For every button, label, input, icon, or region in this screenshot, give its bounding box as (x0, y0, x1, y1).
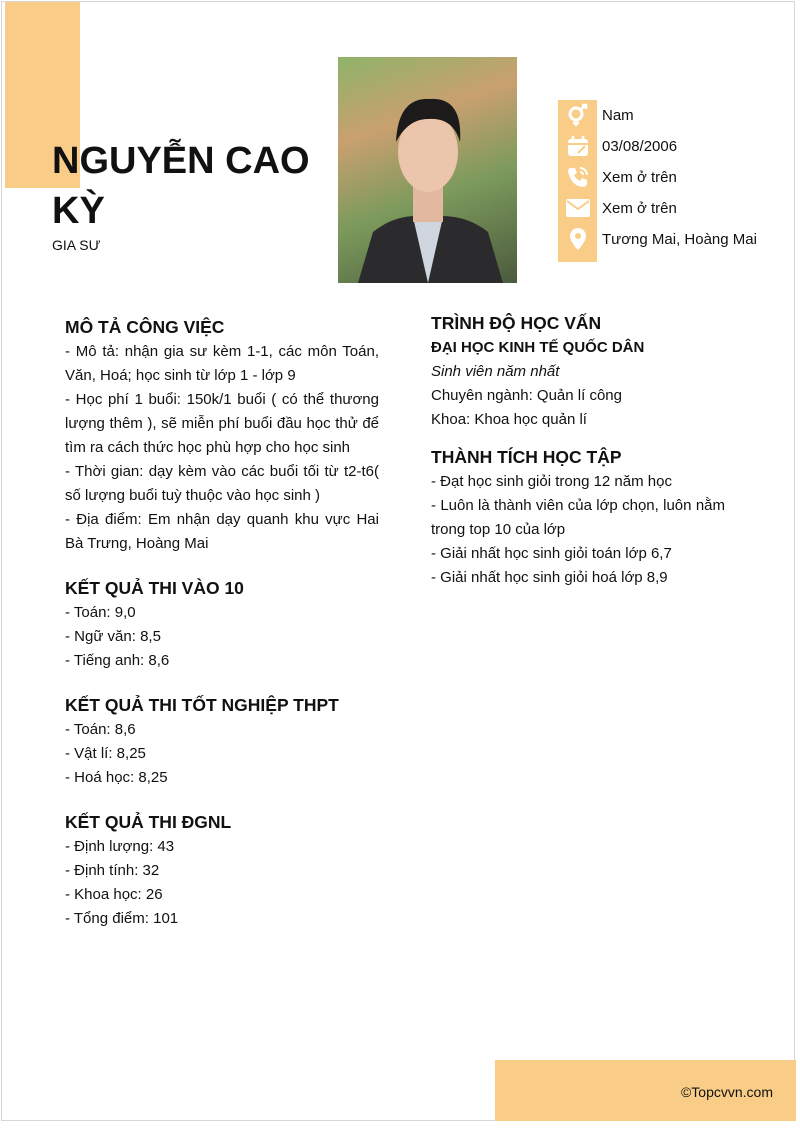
profile-photo (338, 57, 517, 283)
text-line: - Tổng điểm: 101 (65, 910, 179, 927)
text-line: - Luôn là thành viên của lớp chọn, luôn nằm trong top 10 của lớp (431, 497, 725, 538)
text-line: - Giải nhất học sinh giỏi hoá lớp 8,9 (431, 569, 668, 586)
footer-block (495, 1060, 796, 1121)
section-job-description (65, 314, 379, 556)
text-line: - Hoá học: 8,25 (65, 769, 168, 786)
mail-icon (558, 197, 597, 219)
calendar-icon (558, 134, 597, 158)
text-line: - Địa điểm: Em nhận dạy quanh khu vực Hai Bà Trưng, Hoàng Mai (65, 511, 379, 552)
text-line: - Mô tả: nhận gia sư kèm 1-1, các môn Toán, Văn, Hoá; học sinh từ lớp 1 - lớp 9 (65, 343, 379, 384)
gender-icon (558, 103, 597, 127)
text-line: - Toán: 9,0 (65, 604, 136, 621)
candidate-role: GIA SƯ (52, 237, 101, 253)
study-status: Sinh viên năm nhất (431, 363, 560, 380)
contact-gender: Nam (558, 101, 634, 129)
section-title: KẾT QUẢ THI ĐGNL (65, 812, 232, 832)
major: Chuyên ngành: Quản lí công (431, 387, 622, 404)
right-column (431, 310, 725, 609)
section-title: KẾT QUẢ THI VÀO 10 (65, 578, 244, 598)
text-line: - Định tính: 32 (65, 862, 160, 879)
section-exam-dgnl (65, 809, 379, 931)
contact-birthday: 03/08/2006 (558, 132, 677, 160)
phone-icon (558, 165, 597, 189)
section-title: MÔ TẢ CÔNG VIỆC (65, 317, 225, 337)
text-line: - Đạt học sinh giỏi trong 12 năm học (431, 473, 672, 490)
text-line: - Ngữ văn: 8,5 (65, 628, 161, 645)
section-exam-10 (65, 575, 379, 673)
section-achievements (431, 444, 725, 590)
text-line: - Toán: 8,6 (65, 721, 136, 738)
section-title: THÀNH TÍCH HỌC TẬP (431, 447, 622, 467)
faculty: Khoa: Khoa học quản lí (431, 411, 587, 428)
text-line: - Thời gian: dạy kèm vào các buổi tối từ t2-t6( số lượng buổi tuỳ thuộc vào học sinh ) (65, 463, 379, 504)
school-name: ĐẠI HỌC KINH TẾ QUỐC DÂN (431, 339, 645, 356)
left-column (65, 314, 379, 950)
text-line: - Giải nhất học sinh giỏi toán lớp 6,7 (431, 545, 672, 562)
section-exam-thpt (65, 692, 379, 790)
text-line: - Vật lí: 8,25 (65, 745, 146, 762)
section-education (431, 310, 725, 432)
contact-address: Tương Mai, Hoàng Mai (558, 225, 757, 253)
text-line: - Học phí 1 buổi: 150k/1 buổi ( có thể thương lượng thêm ), sẽ miễn phí buổi đầu học thử để tìm ra cách thức học phù hợp cho học sinh (65, 391, 379, 456)
contact-phone: Xem ở trên (558, 163, 677, 191)
location-icon (558, 227, 597, 251)
section-title: KẾT QUẢ THI TỐT NGHIỆP THPT (65, 695, 339, 715)
text-line: - Định lượng: 43 (65, 838, 175, 855)
text-line: - Tiếng anh: 8,6 (65, 652, 170, 669)
footer-credit: ©Topcvvn.com (680, 1084, 773, 1100)
candidate-name: NGUYỄN CAO KỲ (52, 140, 310, 232)
contact-email: Xem ở trên (558, 194, 677, 222)
section-title: TRÌNH ĐỘ HỌC VẤN (431, 313, 602, 333)
text-line: - Khoa học: 26 (65, 886, 163, 903)
